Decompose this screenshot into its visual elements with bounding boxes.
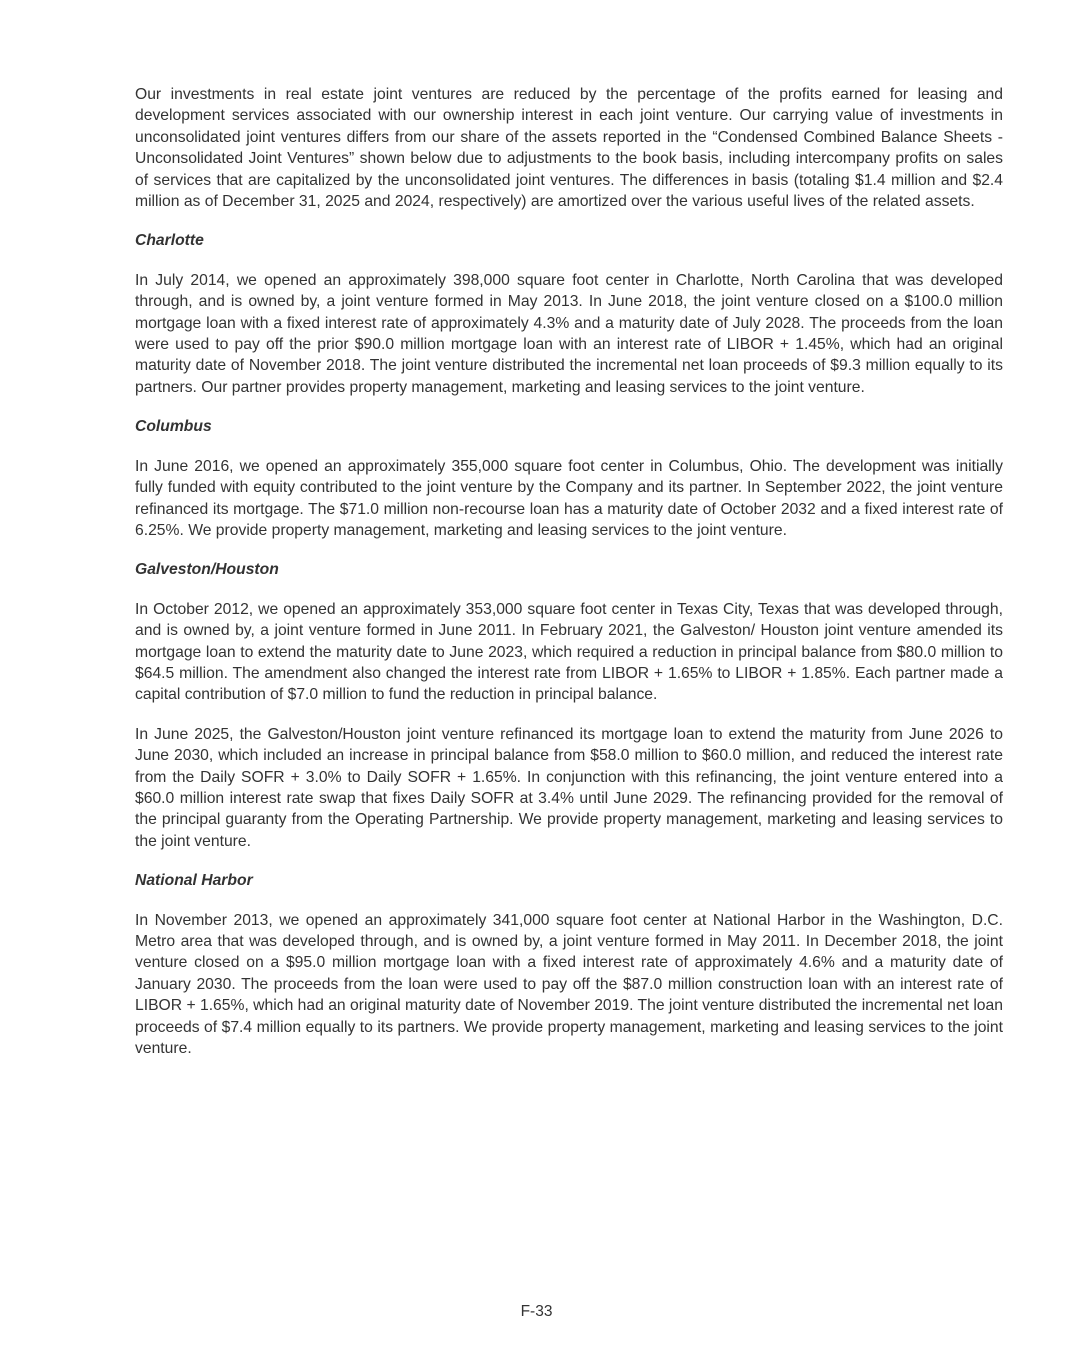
- columbus-paragraph: In June 2016, we opened an approximately 355,000 square foot center in Columbus, Ohio. The development was initially fully funded with equity contributed to the joint venture by the Company and its partner. In September 2022, the joint venture refinanced its mortgage. The $71.0 million non-recourse loan has a maturity date of October 2032 and a fixed interest rate of 6.25%. We provide property management, marketing and leasing services to the joint venture.: [135, 457, 1003, 539]
- section-heading-columbus: Columbus: [135, 418, 212, 436]
- section-heading-galveston-houston: Galveston/Houston: [135, 561, 279, 579]
- galveston-houston-paragraph-1: In October 2012, we opened an approximately 353,000 square foot center in Texas City, Texas that was developed through, and is owned by, a joint venture formed in June 2011. In February 2021, the Galveston/ Houston joint venture amended its mortgage loan to extend the maturity date to June 2023, which required a reduction in principal balance from $80.0 million to $64.5 million. The amendment also changed the interest rate from LIBOR + 1.65% to LIBOR + 1.85%. Each partner made a capital contribution of $7.0 million to fund the reduction in principal balance.: [135, 600, 1003, 704]
- section-heading-charlotte: Charlotte: [135, 232, 204, 250]
- galveston-houston-paragraph-2: In June 2025, the Galveston/Houston joint venture refinanced its mortgage loan to extend the maturity from June 2026 to June 2030, which included an increase in principal balance from $58.0 million to $60.0 million, and reduced the interest rate from the Daily SOFR + 3.0% to Daily SOFR + 1.65%. In conjunction with this refinancing, the joint venture entered into a $60.0 million interest rate swap that fixes Daily SOFR at 3.4% until June 2029. The refinancing provided for the removal of the principal guaranty from the Operating Partnership. We provide property management, marketing and leasing services to the joint venture.: [135, 725, 1003, 850]
- charlotte-paragraph: In July 2014, we opened an approximately 398,000 square foot center in Charlotte, North Carolina that was developed through, and is owned by, a joint venture formed in May 2013. In June 2018, the joint venture closed on a $100.0 million mortgage loan with a fixed interest rate of approximately 4.3% and a maturity date of July 2028. The proceeds from the loan were used to pay off the prior $90.0 million mortgage loan with an interest rate of LIBOR + 1.45%, which had an original maturity date of November 2018. The joint venture distributed the incremental net loan proceeds of $9.3 million equally to its partners. Our partner provides property management, marketing and leasing services to the joint venture.: [135, 271, 1003, 396]
- document-content: [135, 84, 1003, 1077]
- national-harbor-paragraph: In November 2013, we opened an approximately 341,000 square foot center at National Harbor in the Washington, D.C. Metro area that was developed through, and is owned by, a joint venture formed in May 2011. In December 2018, the joint venture closed on a $95.0 million mortgage loan with a fixed interest rate of approximately 4.6% and a maturity date of January 2030. The proceeds from the loan were used to pay off the $87.0 million construction loan with an interest rate of LIBOR + 1.65%, which had an original maturity date of November 2019. The joint venture distributed the incremental net loan proceeds of $7.4 million equally to its partners. We provide property management, marketing and leasing services to the joint venture.: [135, 911, 1003, 1058]
- section-heading-national-harbor: National Harbor: [135, 872, 253, 890]
- intro-paragraph: Our investments in real estate joint ventures are reduced by the percentage of the profits earned for leasing and development services associated with our ownership interest in each joint venture. Our carrying value of investments in unconsolidated joint ventures differs from our share of the assets reported in the “Condensed Combined Balance Sheets - Unconsolidated Joint Ventures” shown below due to adjustments to the book basis, including intercompany profits on sales of services that are capitalized by the unconsolidated joint ventures. The differences in basis (totaling $1.4 million and $2.4 million as of December 31, 2025 and 2024, respectively) are amortized over the various useful lives of the related assets.: [135, 86, 1003, 211]
- page-number: F-33: [520, 1303, 553, 1320]
